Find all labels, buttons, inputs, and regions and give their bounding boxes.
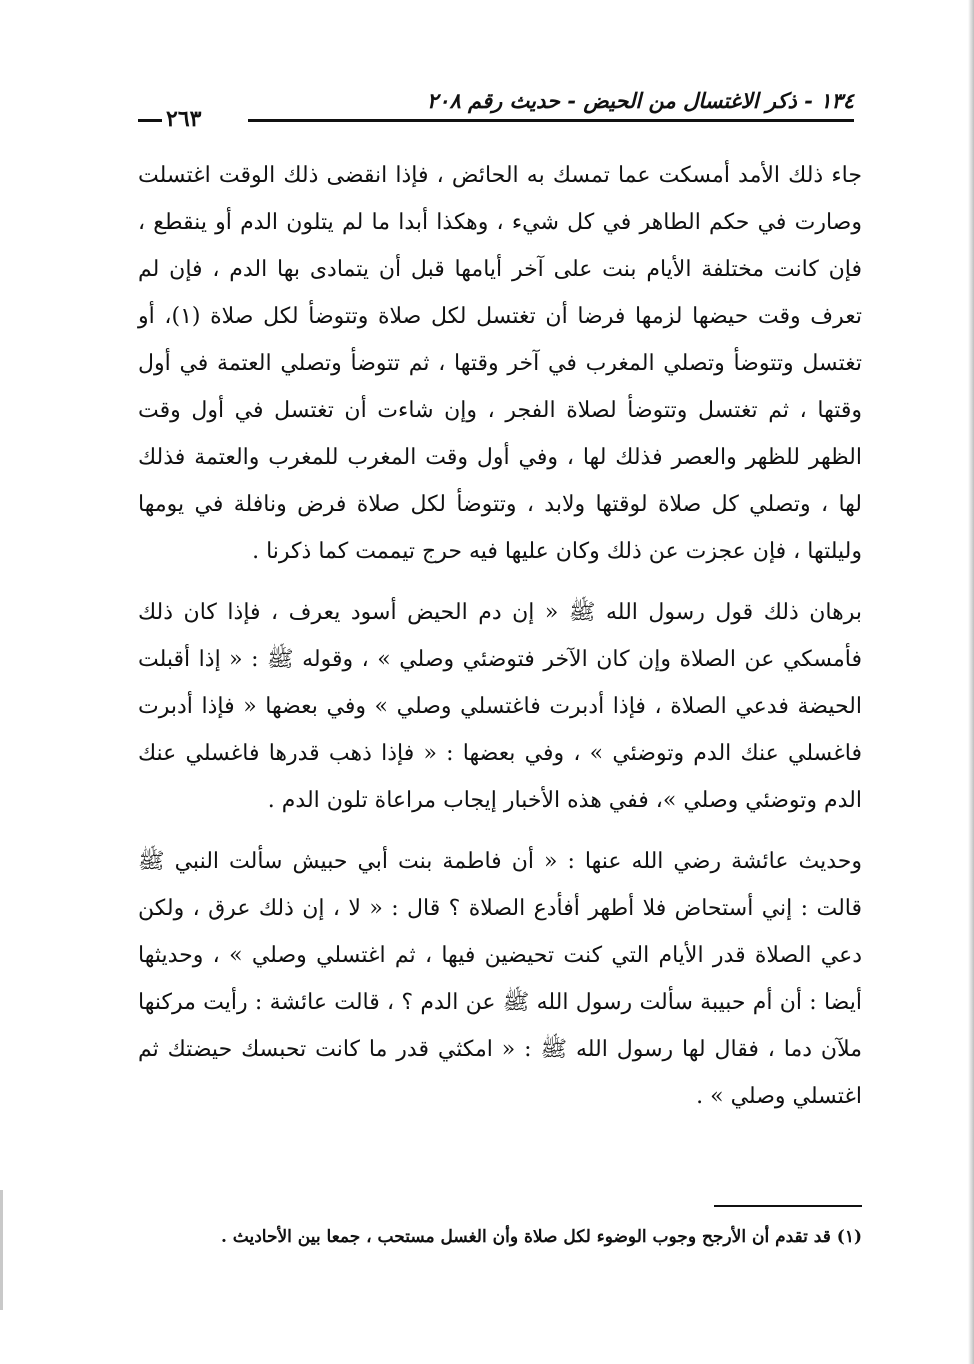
footnote: (١) قد تقدم أن الأرجح وجوب الوضوء لكل صلاة وأن الغسل مستحب ، جمعا بين الأحاديث . <box>220 1227 862 1247</box>
header-rule-left <box>138 119 162 122</box>
scan-edge-mark <box>0 1190 3 1310</box>
main-text <box>138 152 862 1120</box>
page-number: ٢٦٣ <box>166 106 202 132</box>
paragraph-2: برهان ذلك قول رسول الله ﷺ « إن دم الحيض أسود يعرف ، فإذا كان ذلك فأمسكي عن الصلاة وإن كان الآخر فتوضئي وصلي » ، وقوله ﷺ : « إذا أقبلت الحيضة فدعي الصلاة ، فإذا أدبرت فاغتسلي وصلي » وفي بعضها « فإذا أدبرت فاغسلي عنك الدم وتوضئي » ، وفي بعضها : « فإذا ذهب قدرها فاغسلي عنك الدم وتوضئي وصلي »، ففي هذه الأخبار إيجاب مراعاة تلون الدم . <box>138 600 862 813</box>
header-title: ١٣٤ - ذكر الاغتسال من الحيض - حديث رقم ٢٠٨ <box>426 88 854 113</box>
running-header <box>138 88 854 136</box>
paragraph-1: جاء ذلك الأمد أمسكت عما تمسك به الحائض ، فإذا انقضى ذلك الوقت اغتسلت وصارت في حكم الطاهر في كل شيء ، وهكذا أبدا ما لم يتلون الدم أو ينقطع ، فإن كانت مختلفة الأيام بنت على آخر أيامها قبل أن يتمادى بها الدم ، فإن لم تعرف وقت حيضها لزمها فرضا أن تغتسل لكل صلاة وتتوضأ لكل صلاة (١)، أو تغتسل وتتوضأ وتصلي المغرب في آخر وقتها ، ثم تتوضأ وتصلي العتمة في أول وقتها ، ثم تغتسل وتتوضأ لصلاة الفجر ، وإن شاءت أن تغتسل في أول وقت الظهر للظهر والعصر فذلك لها ، وفي أول وقت المغرب للمغرب والعتمة فذلك لها ، وتصلي كل صلاة لوقتها ولابد ، وتتوضأ لكل صلاة فرض ونافلة في يومها وليلتها ، فإن عجزت عن ذلك وكان عليها فيه حرج تيممت كما ذكرنا . <box>138 163 862 564</box>
paragraph-3: وحديث عائشة رضي الله عنها : « أن فاطمة بنت أبي حبيش سألت النبي ﷺ قالت : إني أستحاض فلا أطهر أفأدع الصلاة ؟ قال : « لا ، إن ذلك عرق ، ولكن دعي الصلاة قدر الأيام التي كنت تحيضين فيها ، ثم اغتسلي وصلي » ، وحديثها أيضا : أن أم حبيبة سألت رسول الله ﷺ عن الدم ؟ ، قالت عائشة : رأيت مركنها ملآن دما ، فقال لها رسول الله ﷺ : « امكثي قدر ما كانت تحبسك حيضتك ثم اغتسلي وصلي » . <box>138 849 862 1109</box>
header-rule <box>248 119 854 122</box>
page-binding-edge <box>968 0 974 1364</box>
footnote-separator <box>714 1205 862 1207</box>
